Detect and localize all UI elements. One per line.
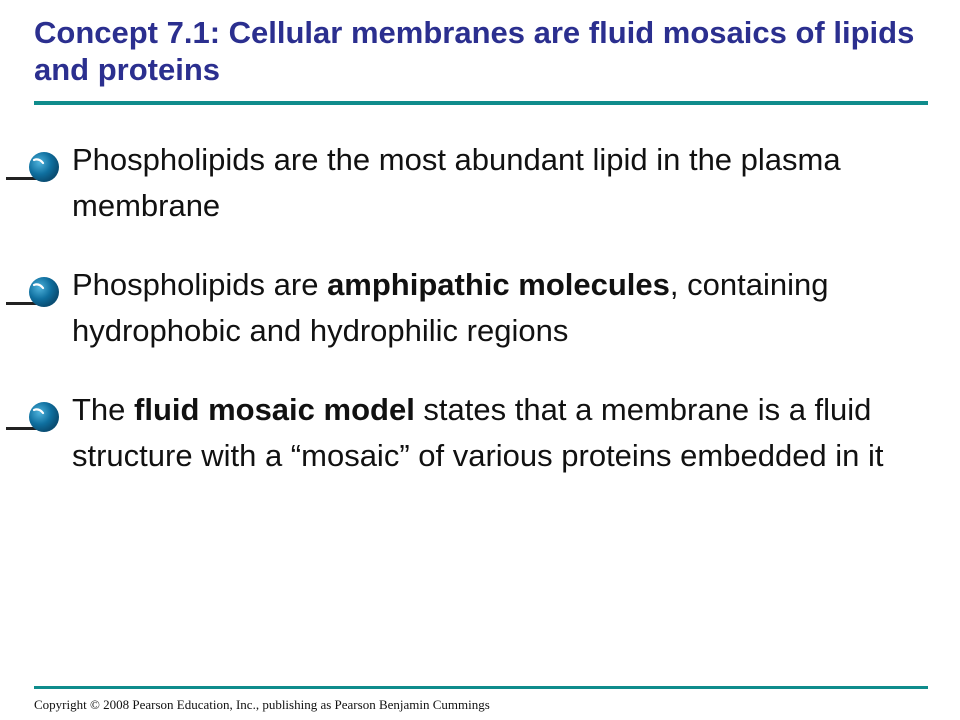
text-run: states that a membrane is a fluid structure with a “mosaic” of various proteins embedded in it — [72, 392, 884, 473]
text-run: , containing hydrophobic and hydrophilic regions — [72, 267, 829, 348]
bullet-sphere-icon — [6, 399, 62, 439]
text-run: Phospholipids are — [72, 267, 328, 302]
bullet-text — [72, 387, 902, 479]
bullet-sphere-icon — [6, 274, 62, 314]
bold-term: amphipathic molecules — [327, 267, 670, 302]
bullet-sphere-icon — [6, 149, 62, 189]
footer-divider — [34, 686, 928, 689]
text-run: The — [72, 392, 135, 427]
bold-term: fluid mosaic model — [134, 392, 415, 427]
bullet-text — [72, 137, 902, 229]
text-run: Phospholipids are the most abundant lipid in the plasma membrane — [72, 142, 841, 223]
bullet-text — [72, 262, 902, 354]
slide-title: Concept 7.1: Cellular membranes are fluid mosaics of lipids and proteins — [34, 15, 915, 87]
copyright-footer: Copyright © 2008 Pearson Education, Inc., publishing as Pearson Benjamin Cummings — [34, 697, 490, 712]
